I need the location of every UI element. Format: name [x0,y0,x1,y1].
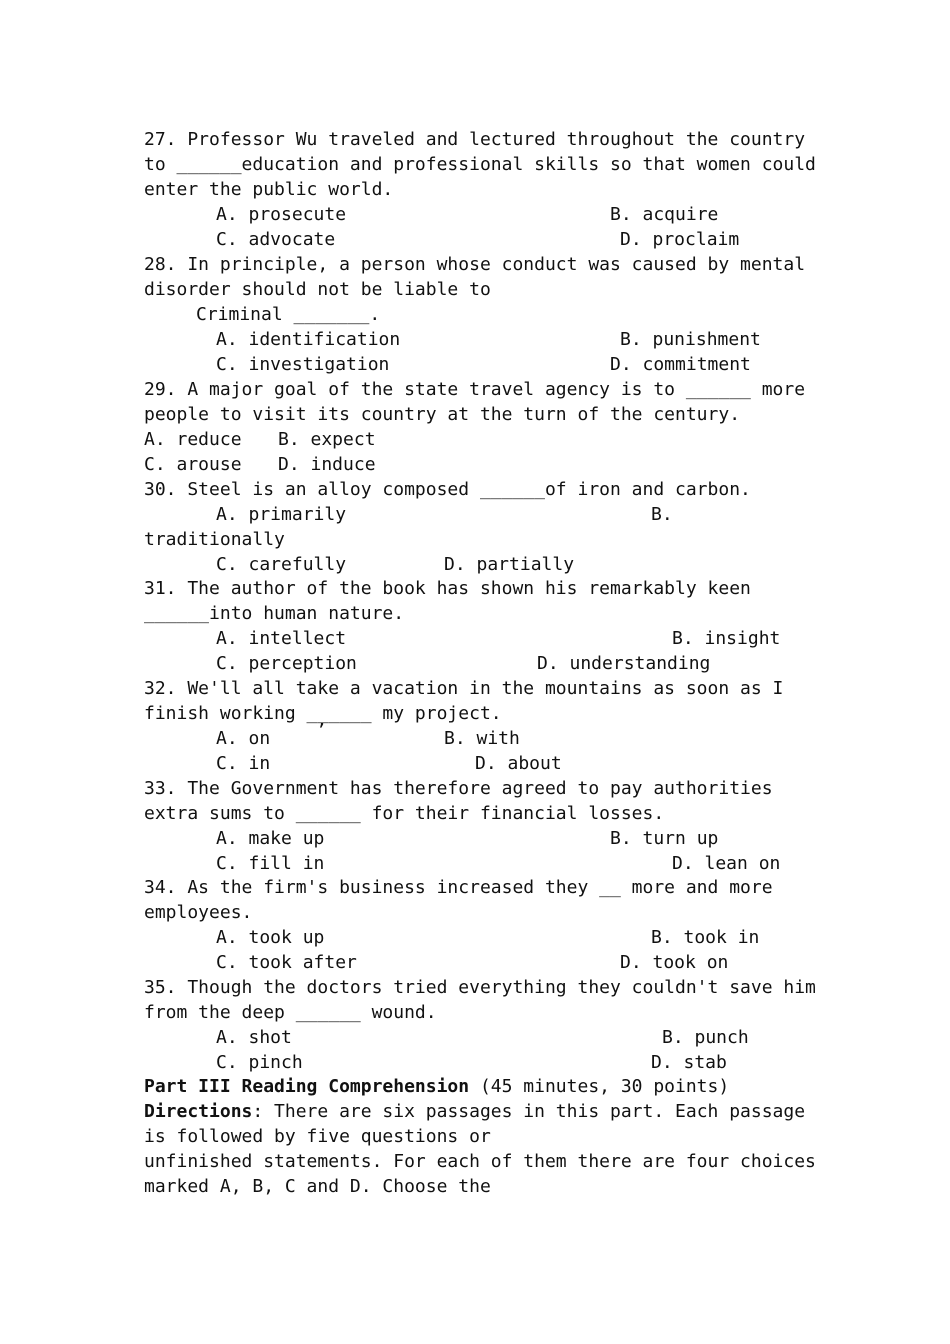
q33-option-d: D. lean on [672,853,781,874]
q28-option-c: C. investigation [216,354,390,375]
q33-option-a: A. make up [216,828,325,849]
q32-option-a: A. on [216,728,271,749]
q30-option-d: D. partially [444,554,575,575]
q28-option-a: A. identification [216,329,401,350]
q30-option-c: C. carefully [216,554,347,575]
q30-option-b: B. [651,504,673,525]
q35-option-a: A. shot [216,1027,292,1048]
q32-stem-line-1: 32. We'll all take a vacation in the mountains as soon as I [144,678,784,699]
q27-stem-line-3: enter the public world. [144,179,394,200]
q35-option-b: B. punch [662,1027,749,1048]
q28-stem-line-3: Criminal _______. [196,304,381,325]
q35-option-d: D. stab [651,1052,727,1073]
q29-option-a: A. reduce [144,429,242,450]
q35-option-c: C. pinch [216,1052,303,1073]
directions-line-3: unfinished statements. For each of them there are four choices [144,1151,816,1172]
q29-stem-line-2: people to visit its country at the turn of the century. [144,404,741,425]
q33-stem-line-2: extra sums to ______ for their financial losses. [144,803,665,824]
q35-stem-line-2: from the deep ______ wound. [144,1002,437,1023]
q27-option-d: D. proclaim [620,229,740,250]
q27-stem-line-2: to ______education and professional skills so that women could [144,154,816,175]
q27-option-b: B. acquire [610,204,719,225]
q27-option-c: C. advocate [216,229,336,250]
q27-stem-line-1: 27. Professor Wu traveled and lectured throughout the country [144,129,806,150]
q33-stem-line-1: 33. The Government has therefore agreed to pay authorities [144,778,773,799]
q33-option-c: C. fill in [216,853,325,874]
q31-option-d: D. understanding [537,653,711,674]
q33-option-b: B. turn up [610,828,719,849]
q31-stem-line-1: 31. The author of the book has shown his remarkably keen [144,578,751,599]
q34-option-a: A. took up [216,927,325,948]
part3-heading-line [144,1074,729,1099]
q27-option-a: A. prosecute [216,204,347,225]
q29-option-c: C. arouse [144,454,242,475]
q28-stem-line-1: 28. In principle, a person whose conduct was caused by mental [144,254,806,275]
q31-option-b: B. insight [672,628,781,649]
directions-label: Directions [144,1101,253,1122]
q29-stem-line-1: 29. A major goal of the state travel agency is to ______ more [144,379,806,400]
directions-line-2: is followed by five questions or [144,1126,491,1147]
q31-stem-line-2: ______into human nature. [144,603,405,624]
part3-meta: (45 minutes, 30 points) [469,1076,730,1097]
q34-option-b: B. took in [651,927,760,948]
q34-option-d: D. took on [620,952,729,973]
q30-option-b-continued: traditionally [144,529,285,550]
stray-apostrophe-mark: ’ [316,720,327,741]
q29-option-d: D. induce [278,454,376,475]
q34-stem-line-1: 34. As the firm's business increased they __ more and more [144,877,773,898]
q30-stem-line-1: 30. Steel is an alloy composed ______of iron and carbon. [144,479,751,500]
q28-option-d: D. commitment [610,354,751,375]
q31-option-a: A. intellect [216,628,347,649]
q32-stem-line-2: finish working ______ my project. [144,703,502,724]
q32-option-b: B. with [444,728,520,749]
q32-option-d: D. about [475,753,562,774]
directions-text-1: : There are six passages in this part. Each passage [252,1101,806,1122]
q28-option-b: B. punishment [620,329,761,350]
directions-line-4: marked A, B, C and D. Choose the [144,1176,491,1197]
q34-option-c: C. took after [216,952,357,973]
q31-option-c: C. perception [216,653,357,674]
q29-option-b: B. expect [278,429,376,450]
q28-stem-line-2: disorder should not be liable to [144,279,491,300]
part3-heading: Part III Reading Comprehension [144,1076,470,1097]
q34-stem-line-2: employees. [144,902,253,923]
directions-line-1 [144,1099,805,1124]
q35-stem-line-1: 35. Though the doctors tried everything they couldn't save him [144,977,816,998]
q30-option-a: A. primarily [216,504,347,525]
q32-option-c: C. in [216,753,271,774]
